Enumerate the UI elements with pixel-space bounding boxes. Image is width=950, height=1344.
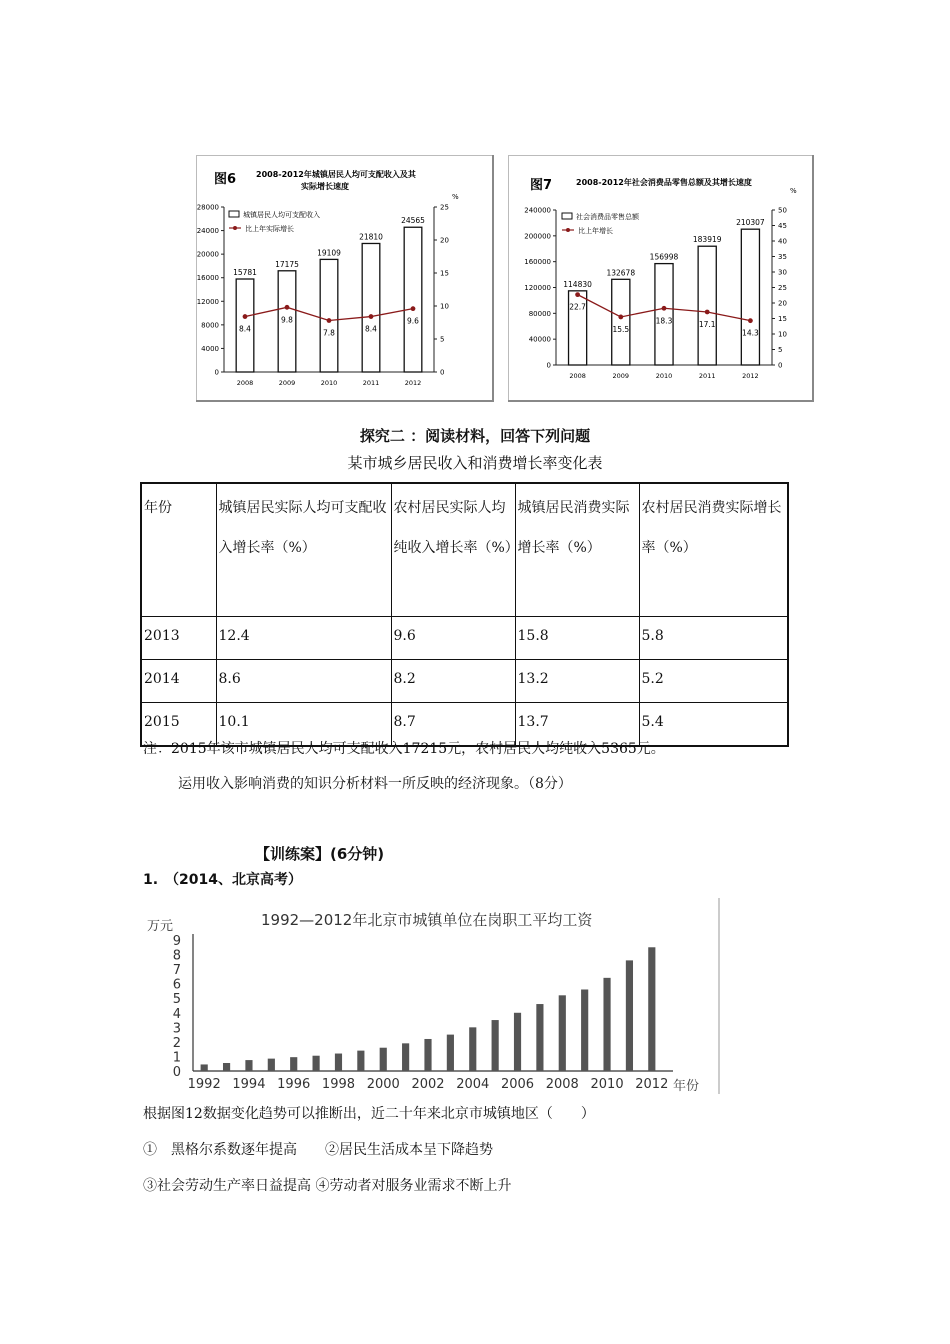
bar — [492, 1020, 499, 1071]
figure-12-ylabel: 万元 — [147, 919, 174, 934]
x-tick-label: 2012 — [742, 372, 759, 380]
x-tick-label: 2000 — [366, 1077, 400, 1092]
y-tick-label-right: 25 — [440, 203, 449, 212]
x-tick-label: 2010 — [320, 379, 338, 387]
y-tick-label-left: 16000 — [196, 274, 219, 283]
growth-point — [705, 310, 710, 315]
bar — [612, 279, 630, 365]
task-prompt: 运用收入影响消费的知识分析材料一所反映的经济现象。（8分） — [178, 776, 572, 792]
y-tick-label: 0 — [172, 1065, 181, 1080]
bar — [404, 227, 422, 372]
y-tick-label-right: 10 — [778, 330, 787, 339]
growth-rate-table — [140, 482, 789, 747]
table-cell: 5.4 — [639, 703, 788, 747]
bar — [313, 1056, 320, 1071]
y-tick-label-right: 25 — [778, 284, 787, 292]
y-tick-label-right: 10 — [440, 302, 449, 311]
growth-point — [748, 318, 753, 323]
table-cell: 2015 — [141, 703, 216, 747]
table-cell: 13.7 — [515, 703, 639, 747]
section-2-title: 探究二 ：阅读材料，回答下列问题 — [359, 427, 591, 445]
y-tick-label: 7 — [172, 963, 181, 979]
x-tick-label: 2004 — [456, 1077, 490, 1092]
table-note: 注：2015年该市城镇居民人均可支配收入17215元，农村居民人均纯收入5365元。 — [143, 741, 665, 757]
table-cell: 10.1 — [216, 703, 391, 747]
x-tick-label: 2012 — [404, 379, 422, 387]
bar-value-label: 114830 — [563, 279, 592, 289]
table-header-cell: 农村居民实际人均纯收入增长率（%） — [391, 483, 515, 617]
growth-value-label: 8.4 — [365, 324, 377, 334]
y-tick-label-left: 24000 — [196, 227, 219, 236]
growth-value-label: 7.8 — [323, 328, 335, 338]
table-header-cell: 城镇居民消费实际增长率（%） — [515, 483, 639, 617]
training-title: 【训练案】(6分钟) — [255, 845, 385, 863]
table-header-row — [141, 483, 788, 617]
legend-bar-swatch — [229, 211, 239, 217]
bar — [514, 1013, 521, 1071]
bar — [201, 1064, 208, 1071]
y-tick-label-right: 15 — [778, 315, 787, 323]
table-cell: 8.2 — [391, 660, 515, 703]
x-tick-label: 2012 — [635, 1077, 669, 1092]
bar — [380, 1048, 387, 1071]
y-tick-label-right: 5 — [440, 335, 445, 344]
table-cell: 8.7 — [391, 703, 515, 747]
table-cell: 5.2 — [639, 660, 788, 703]
legend-line-label: 比上年增长 — [578, 227, 613, 235]
bar — [603, 978, 610, 1071]
growth-point — [662, 306, 667, 311]
table-cell: 15.8 — [515, 617, 639, 660]
y-tick-label: 8 — [172, 948, 181, 964]
bar — [536, 1004, 543, 1071]
bar — [741, 229, 759, 365]
x-tick-label: 2008 — [545, 1077, 579, 1092]
x-tick-label: 2010 — [590, 1077, 624, 1092]
question-stem: 根据图12数据变化趋势可以推断出，近二十年来北京市城镇地区（ ） — [143, 1106, 595, 1122]
figure-6 — [196, 155, 494, 402]
y-tick-label: 1 — [172, 1050, 181, 1066]
options-line-2: ③社会劳动生产率日益提高 ④劳动者对服务业需求不断上升 — [143, 1178, 512, 1194]
growth-point — [369, 314, 374, 319]
figure-7-chart — [508, 155, 814, 402]
bar-value-label: 183919 — [692, 235, 722, 245]
x-tick-label: 2011 — [362, 379, 380, 387]
growth-point — [575, 292, 580, 297]
bar — [357, 1051, 364, 1071]
y-tick-label: 9 — [172, 934, 181, 949]
y-tick-label-left: 4000 — [201, 344, 219, 353]
y-tick-label-right: 20 — [440, 236, 449, 245]
growth-point — [327, 318, 332, 323]
y-tick-label: 3 — [172, 1021, 181, 1037]
bar — [223, 1063, 230, 1071]
figure-12-xlabel: 年份 — [673, 1079, 700, 1094]
figure-6-label: 图6 — [214, 172, 237, 187]
bar — [268, 1059, 275, 1071]
legend-line-marker — [566, 228, 570, 232]
growth-point — [411, 306, 416, 311]
bar — [626, 960, 633, 1071]
y-tick-label-left: 0 — [546, 361, 551, 370]
y-tick-label-left: 40000 — [528, 335, 551, 344]
growth-value-label: 15.5 — [612, 324, 630, 334]
legend-bar-label: 社会消费品零售总额 — [576, 213, 639, 221]
bar-value-label: 19109 — [317, 248, 341, 258]
growth-value-label: 9.8 — [281, 315, 293, 325]
table-cell: 8.6 — [216, 660, 391, 703]
legend-line-label: 比上年实际增长 — [245, 225, 294, 233]
legend-bar-label: 城镇居民人均可支配收入 — [243, 211, 320, 219]
bar — [320, 259, 338, 372]
y-tick-label-right: 45 — [778, 222, 787, 230]
x-tick-label: 2008 — [236, 379, 254, 387]
table-cell: 13.2 — [515, 660, 639, 703]
figure-6-title-line1: 2008-2012年城镇居民人均可支配收入及其 — [256, 170, 416, 179]
bar — [245, 1060, 252, 1071]
y-tick-label-right: 20 — [778, 299, 787, 308]
figure-7-label: 图7 — [530, 178, 553, 193]
x-tick-label: 2011 — [698, 372, 716, 380]
y-tick-label-right: 35 — [778, 253, 787, 261]
figure-6-title-line2: 实际增长速度 — [301, 182, 349, 191]
figure-7 — [508, 155, 814, 402]
bar-value-label: 21810 — [359, 232, 383, 242]
y-tick-label-right: 50 — [778, 206, 787, 215]
y-tick-label-left: 160000 — [524, 258, 551, 267]
figure-12-title: 1992—2012年北京市城镇单位在岗职工平均工资 — [261, 911, 593, 929]
y-tick-label: 5 — [172, 992, 181, 1008]
x-tick-label: 2008 — [569, 372, 586, 380]
table-cell: 5.8 — [639, 617, 788, 660]
y-tick-label-left: 28000 — [196, 203, 219, 212]
bar — [424, 1039, 431, 1071]
table-cell: 9.6 — [391, 617, 515, 660]
x-tick-label: 1994 — [232, 1077, 266, 1092]
y-tick-label-right: 40 — [778, 237, 787, 246]
figure-7-unit: % — [790, 187, 797, 195]
bar — [290, 1057, 297, 1071]
y-tick-label-left: 20000 — [196, 250, 219, 259]
table-cell: 12.4 — [216, 617, 391, 660]
y-tick-label: 2 — [172, 1035, 181, 1051]
x-tick-label: 1992 — [187, 1077, 221, 1092]
y-tick-label-left: 12000 — [196, 297, 219, 306]
growth-value-label: 9.6 — [407, 316, 419, 326]
bar-value-label: 132678 — [606, 268, 636, 278]
bar — [447, 1035, 454, 1071]
growth-value-label: 17.1 — [698, 319, 716, 329]
legend-bar-swatch — [562, 213, 572, 219]
figure-6-unit: % — [452, 193, 459, 201]
y-tick-label: 4 — [172, 1006, 181, 1022]
legend-line-marker — [233, 226, 237, 230]
bar — [469, 1027, 476, 1071]
y-tick-label-left: 240000 — [524, 206, 551, 215]
growth-value-label: 18.3 — [655, 316, 673, 326]
table-header-cell: 城镇居民实际人均可支配收入增长率（%） — [216, 483, 391, 617]
growth-point — [618, 315, 623, 320]
bar-value-label: 210307 — [736, 218, 765, 228]
bar — [581, 989, 588, 1071]
bar-value-label: 15781 — [233, 268, 257, 278]
growth-value-label: 14.3 — [742, 328, 759, 338]
bar — [362, 243, 380, 372]
y-tick-label-left: 8000 — [201, 321, 219, 330]
y-tick-label-left: 200000 — [524, 232, 551, 241]
table-row — [141, 660, 788, 703]
x-tick-label: 2009 — [278, 379, 296, 387]
x-tick-label: 2009 — [612, 372, 630, 380]
bar-value-label: 24565 — [401, 216, 425, 226]
options-line-1: ① 黑格尔系数逐年提高 ②居民生活成本呈下降趋势 — [143, 1142, 493, 1158]
bar-value-label: 156998 — [649, 252, 679, 262]
table-header-cell: 年份 — [141, 483, 216, 617]
y-tick-label-right: 0 — [778, 361, 783, 370]
table-cell: 2014 — [141, 660, 216, 703]
y-tick-label-right: 15 — [440, 269, 449, 278]
y-tick-label-left: 0 — [214, 368, 219, 377]
question-number: 1. （2014、北京高考） — [143, 872, 303, 888]
figure-7-title: 2008-2012年社会消费品零售总额及其增长速度 — [576, 178, 752, 187]
growth-point — [285, 305, 290, 310]
y-tick-label-right: 5 — [778, 346, 783, 354]
y-tick-label-right: 30 — [778, 268, 787, 277]
y-tick-label: 6 — [172, 977, 181, 993]
figure-6-chart — [196, 155, 494, 402]
table-row — [141, 617, 788, 660]
figure-12 — [143, 898, 721, 1094]
bar — [698, 246, 716, 365]
x-tick-label: 1996 — [277, 1077, 311, 1092]
bar — [335, 1054, 342, 1071]
figure-12-chart — [143, 898, 721, 1094]
x-tick-label: 1998 — [321, 1077, 356, 1092]
bar — [559, 995, 566, 1071]
bar — [402, 1043, 409, 1071]
table-header-cell: 农村居民消费实际增长率（%） — [639, 483, 788, 617]
bar — [648, 947, 655, 1071]
x-tick-label: 2002 — [411, 1077, 445, 1092]
table-cell: 2013 — [141, 617, 216, 660]
bar-value-label: 17175 — [275, 259, 299, 269]
growth-value-label: 22.7 — [569, 302, 586, 312]
growth-point — [243, 314, 248, 319]
bar — [655, 264, 673, 365]
x-tick-label: 2010 — [655, 372, 673, 380]
y-tick-label-right: 0 — [440, 368, 445, 377]
x-tick-label: 2006 — [500, 1077, 535, 1092]
y-tick-label-left: 80000 — [528, 309, 551, 318]
growth-value-label: 8.4 — [239, 324, 251, 334]
y-tick-label-left: 120000 — [524, 284, 551, 292]
table-caption: 某市城乡居民收入和消费增长率变化表 — [347, 454, 603, 472]
